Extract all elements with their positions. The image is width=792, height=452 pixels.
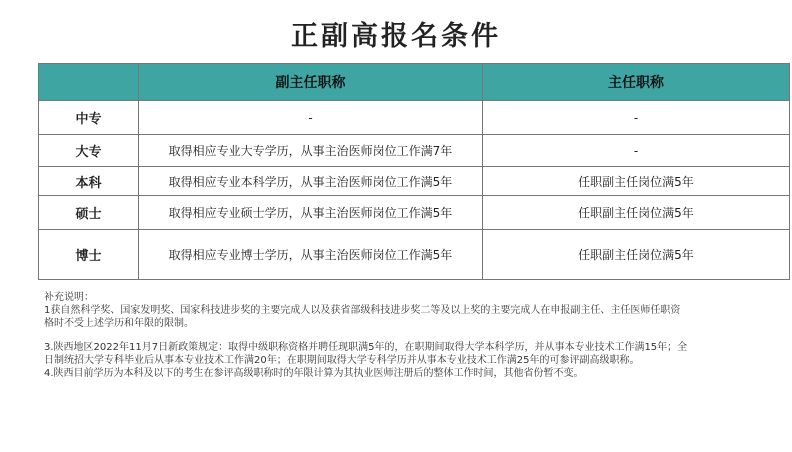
table-row	[39, 230, 790, 280]
chief-requirement: 任职副主任岗位满5年	[483, 230, 790, 280]
page-title: 正副高报名条件	[291, 21, 501, 52]
row-level: 硕士	[39, 196, 139, 230]
chief-requirement: 任职副主任岗位满5年	[483, 196, 790, 230]
note-3-line-2: 日制统招大学专科毕业后从事本专业技术工作满20年；在职期间取得大学专科学历并从事本专业技术工作满25年的可参评副高级职称。	[44, 355, 640, 366]
header-chief-title: 主任职称	[483, 64, 790, 101]
notes-heading: 补充说明：	[44, 292, 94, 303]
note-4: 4.陕西目前学历为本科及以下的考生在参评高级职称时的年限计算为其执业医师注册后的整体工作时间，其他省份暂不变。	[44, 368, 584, 379]
table-row	[39, 196, 790, 230]
deputy-requirement: 取得相应专业博士学历，从事主治医师岗位工作满5年	[139, 230, 483, 280]
table-row	[39, 101, 790, 135]
row-level: 大专	[39, 135, 139, 167]
supplementary-notes	[44, 291, 784, 380]
requirements-table	[38, 63, 790, 280]
chief-requirement: -	[483, 101, 790, 135]
note-1-line-2: 格时不受上述学历和年限的限制。	[44, 318, 194, 329]
row-level: 中专	[39, 101, 139, 135]
row-level: 博士	[39, 230, 139, 280]
note-3-line-1: 3.陕西地区2022年11月7日新政策规定：取得中级职称资格并聘任现职满5年的，在职期间取得大学本科学历，并从事本专业技术工作满15年；全	[44, 342, 688, 353]
table-header-row	[39, 64, 790, 101]
table-row	[39, 167, 790, 196]
deputy-requirement: 取得相应专业本科学历，从事主治医师岗位工作满5年	[139, 167, 483, 196]
note-1-line-1: 1获自然科学奖、国家发明奖、国家科技进步奖的主要完成人以及获省部级科技进步奖二等及以上奖的主要完成人在申报副主任、主任医师任职资	[44, 305, 681, 316]
table-row	[39, 135, 790, 167]
header-blank	[39, 64, 139, 101]
deputy-requirement: -	[139, 101, 483, 135]
deputy-requirement: 取得相应专业大专学历，从事主治医师岗位工作满7年	[139, 135, 483, 167]
row-level: 本科	[39, 167, 139, 196]
header-deputy-chief-title: 副主任职称	[139, 64, 483, 101]
deputy-requirement: 取得相应专业硕士学历，从事主治医师岗位工作满5年	[139, 196, 483, 230]
chief-requirement: -	[483, 135, 790, 167]
chief-requirement: 任职副主任岗位满5年	[483, 167, 790, 196]
